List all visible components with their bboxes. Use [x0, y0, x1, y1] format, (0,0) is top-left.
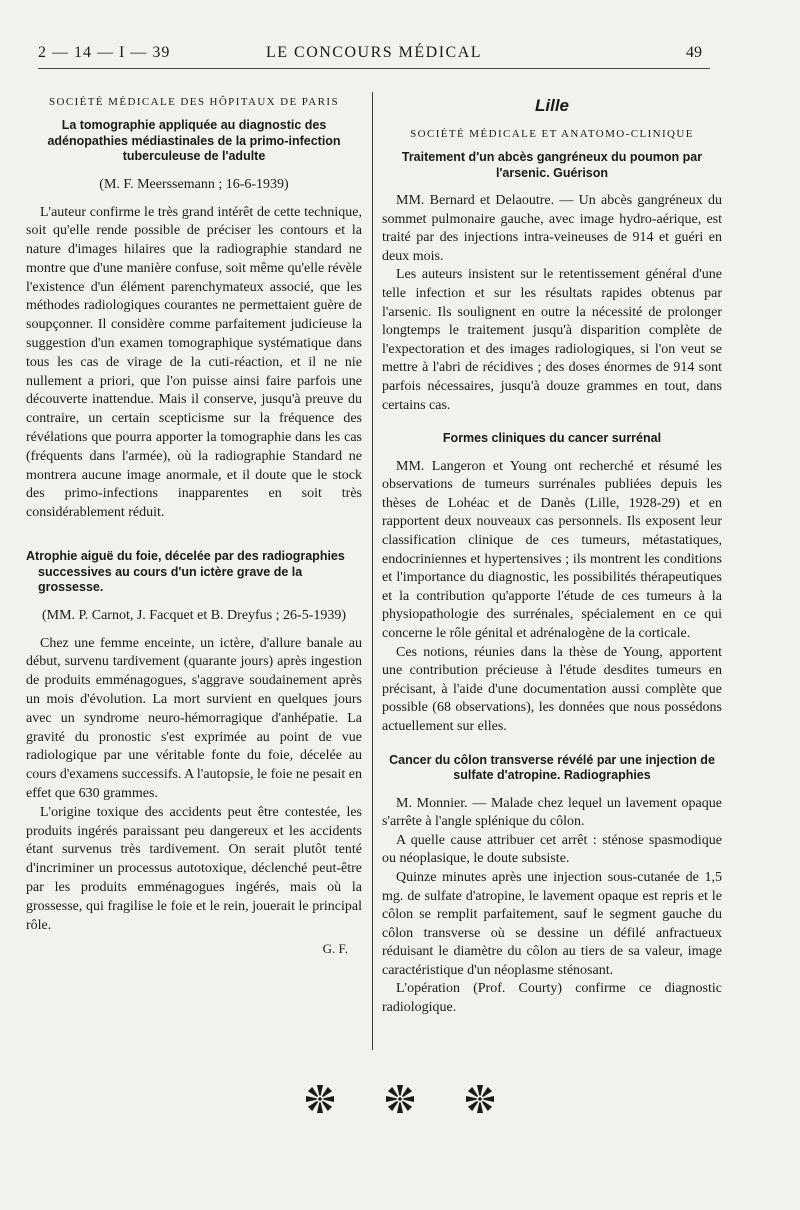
- article-paragraph: L'opération (Prof. Courty) confirme ce diagnostic radiologique.: [382, 981, 722, 1016]
- article-reference: (M. F. Meerssemann ; 16-6-1939): [99, 176, 289, 192]
- article-paragraph: MM. Langeron et Young ont recherché et résumé les observations de tumeurs surrénales publiées depuis les thèses de Lohéac et de Danès (Lille, 1928-29) et en rapportent deux nouveaux cas personnels. Ils exposent leur classification clinique de ces tumeurs, métastatiques, endocriniennes et hypertensives ; ils montrent les conditions et l'importance du diagnostic, les possibilités thérapeutiques et la contribution qu'apporte l'étude de ces tumeurs à la physiopathologie des surrénales, spécialement en ce qui concerne le rôle génital et adrénalogène de la corticale.: [382, 458, 722, 641]
- society-heading: SOCIÉTÉ MÉDICALE ET ANATOMO-CLINIQUE: [410, 128, 694, 140]
- column-divider: [372, 92, 373, 1050]
- ornament-icon: [464, 1083, 496, 1115]
- article-title: Atrophie aiguë du foie, décelée par des radiographies successives au cours d'un ictère grave de la grossesse.: [26, 549, 345, 595]
- running-header: [38, 42, 710, 69]
- ornament-row: [0, 1083, 800, 1120]
- article-paragraph: Quinze minutes après une injection sous-cutanée de 1,5 mg. de sulfate d'atropine, le lavement opaque est repris et le côlon se remplit parfaitement, sauf le segment gauche du côlon transverse où se dessine un défilé anfractueux réduisant le diamètre du côlon au tiers de sa valeur, image caractéristique d'un néoplasme sténosant.: [382, 869, 722, 978]
- left-column: [26, 96, 362, 957]
- page-number: 49: [686, 44, 702, 61]
- article-reference: (MM. P. Carnot, J. Facquet et B. Dreyfus ; 26-5-1939): [41, 607, 347, 623]
- article-paragraph: L'auteur confirme le très grand intérêt de cette technique, soit qu'elle rende possible de préciser les contours et la nature d'images hilaires que la radiographie standard ne montre que d'une manière confuse, soit même qu'elle révèle l'existence d'un élément parenchymateux associé, que les méthodes radiologiques courantes ne permettaient guère de soupçonner. Il considère comme parfaitement judicieuse la suggestion d'un examen tomographique systématique dans tous les cas de virage de la cuti-réaction, et il ne nie nullement a priori, que l'on puisse ainsi faire parfois une découverte inattendue. Mais il conserve, jusqu'à preuve du contraire, un certain scepticisme sur la fréquence des révélations que pourra apporter la tomographie dans les cas (fréquents dans l'armée), où la radiographie Standard ne montrera aucune image anormale, et il doute que le stock des primo-infections inapparentes en soit très considérablement réduit.: [26, 204, 362, 521]
- article-paragraph: M. Monnier. — Malade chez lequel un lavement opaque s'arrête à l'angle splénique du côlon.: [382, 795, 722, 830]
- article-paragraph: Chez une femme enceinte, un ictère, d'allure banale au début, survenu tardivement (quarante jours) après ingestion de produits emménagogues, s'aggrave soudainement après un mois d'évolution. La mort survient en quelques jours avec un syndrome neuro-hémorragique d'anhépatie. La gravité du pronostic s'est exprimée au point de vue radiologique par une véritable fonte du foie, décelée au cours d'examens successifs. A l'autopsie, le foie ne pesait en effet que 630 grammes.: [26, 635, 362, 801]
- ornament-icon: [384, 1083, 416, 1115]
- society-heading: SOCIÉTÉ MÉDICALE DES HÔPITAUX DE PARIS: [49, 96, 339, 108]
- article-title: Cancer du côlon transverse révélé par une injection de sulfate d'atropine. Radiographies: [389, 752, 715, 783]
- ornament-icon: [304, 1083, 336, 1115]
- article-paragraph: Les auteurs insistent sur le retentissement général d'une telle infection et sur les résultats rapides obtenus par l'arsenic. Ils soulignent en outre la nécessité de prolonger longtemps le traitement jusqu'à disparition complète de l'expectoration et des images radiologiques, si l'on veut se mettre à l'abri de récidives ; des doses énormes de 914 sont parfois nécessaires, jusqu'à douze grammes en tout, dans certains cas.: [382, 267, 722, 413]
- article-paragraph: MM. Bernard et Delaoutre. — Un abcès gangréneux du sommet pulmonaire gauche, avec image hydro-aérique, est traité par des injections intra-veineuses de 914 et guéri en deux mois.: [382, 193, 722, 264]
- article-paragraph: Ces notions, réunies dans la thèse de Young, apportent une contribution précieuse à l'étude desdites tumeurs en précisant, à l'aide d'une documentation aussi complète que possible (68 observations), les données que nous possédons actuellement sur elles.: [382, 644, 722, 734]
- city-heading: Lille: [534, 96, 569, 115]
- article-title: Formes cliniques du cancer surrénal: [442, 431, 662, 446]
- article-paragraph: A quelle cause attribuer cet arrêt : sténose spasmodique ou néoplasique, le doute subsiste.: [382, 832, 722, 867]
- article-title: Traitement d'un abcès gangréneux du poumon par l'arsenic. Guérison: [401, 150, 703, 180]
- right-column: [382, 96, 722, 1018]
- journal-title: LE CONCOURS MÉDICAL: [265, 44, 483, 61]
- article-title: La tomographie appliquée au diagnostic des adénopathies médiastinales de la primo-infection tuberculeuse de l'adulte: [47, 118, 341, 163]
- issue-date: 2 — 14 — I — 39: [38, 44, 171, 61]
- author-signature: G. F.: [322, 941, 348, 957]
- article-paragraph: L'origine toxique des accidents peut être contestée, les produits ingérés paraissant peu dangereux et les accidents étant survenus très tardivement. On serait plutôt tenté d'incriminer un processus autotoxique, déclenché peut-être par les produits emménagogues ingérés, mais où la grossesse, qui fragilise le foie et le rein, jouerait le principal rôle.: [26, 804, 362, 933]
